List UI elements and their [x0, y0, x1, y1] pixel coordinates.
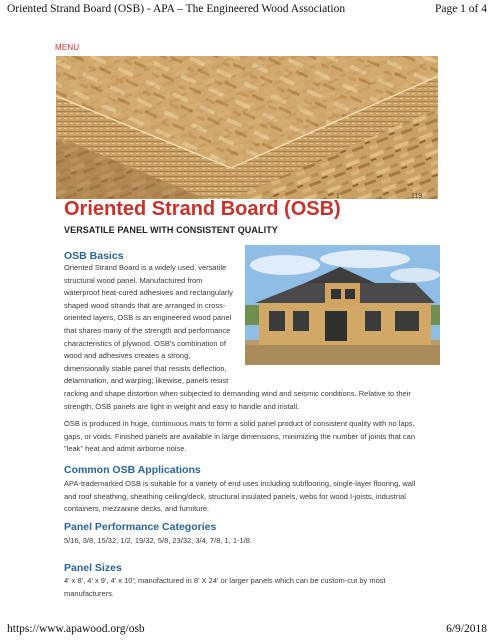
text-line: APA-trademarked OSB is suitable for a variety of end uses including subflooring, single-layer flooring, wall [64, 479, 416, 488]
osb-production-paragraph [64, 418, 439, 456]
text-line: containers, mezzanine decks, and furniture. [64, 504, 210, 514]
house-illustration [245, 245, 440, 365]
slider-current-index: 1 [336, 193, 340, 200]
text-line: 5/16, 3/8, 15/32, 1/2, 19/32, 5/8, 23/32, 3/4, 7/8, 1, 1-1/8. [64, 536, 253, 545]
house-photo [245, 245, 440, 365]
text-line: that shares many of the strength and performance [64, 325, 231, 335]
text-line: oriented layers, OSB is an engineered wood panel [64, 313, 232, 323]
text-line: "leak" heat and admit airborne noise. [64, 444, 187, 454]
applications-paragraph [64, 478, 439, 516]
text-line: shaped wood strands that are arranged in cross- [64, 300, 226, 310]
panel-sizes-paragraph [64, 575, 439, 600]
text-line: strength, OSB panels are light in weight and easy to handle and install. [64, 401, 300, 411]
performance-categories-paragraph [64, 535, 439, 548]
text-line: wood and adhesives creates a strong, [64, 351, 191, 361]
text-line: racking and shape distortion when subjected to demanding wind and seismic conditions. Relative to their [64, 388, 411, 398]
osb-basics-paragraph [64, 262, 411, 413]
text-line: waterproof heat-cured adhesives and rectangularly [64, 288, 233, 298]
page-subtitle: VERSATILE PANEL WITH CONSISTENT QUALITY [64, 225, 278, 235]
menu-link[interactable]: MENU [55, 43, 80, 52]
text-line: delamination, and warping; likewise, panels resist [64, 376, 229, 386]
print-date: 6/9/2018 [446, 623, 487, 635]
print-page-number: Page 1 of 4 [434, 3, 487, 15]
print-url: https://www.apawood.org/osb [7, 623, 145, 635]
text-line: Oriented Strand Board is a widely used, versatile [64, 263, 227, 272]
text-line: dimensionally stable panel that resists deflection, [64, 363, 227, 373]
osb-basics-heading: OSB Basics [64, 250, 124, 262]
print-header [0, 0, 495, 20]
text-line: 4' x 8', 4' x 9', 4' x 10'; manufactured in 8' X 24' or larger panels which can be custom-cut by most [64, 576, 386, 585]
text-line: gaps, or voids. Finished panels are available in large dimensions, minimizing the number of joints that can [64, 431, 416, 441]
text-line: manufacturers. [64, 588, 115, 598]
print-footer [0, 620, 495, 640]
slider-total-count: 119 [411, 193, 423, 200]
text-line: and roof sheathing, sheathing ceiling/deck, structural insulated panels, webs for wood I-joists, industrial [64, 491, 406, 501]
text-line: characteristics of plywood. OSB's combination of [64, 338, 226, 348]
panel-sizes-heading: Panel Sizes [64, 562, 122, 574]
text-line: structural wood panel. Manufactured from [64, 275, 203, 285]
print-page-title: Oriented Strand Board (OSB) - APA – The Engineered Wood Association [7, 3, 346, 15]
applications-heading: Common OSB Applications [64, 464, 201, 476]
osb-panel-illustration [56, 56, 438, 199]
performance-categories-heading: Panel Performance Categories [64, 521, 217, 533]
page-title: Oriented Strand Board (OSB) [64, 198, 341, 220]
text-line: OSB is produced in huge, continuous mats to form a solid panel product of consistent quality with no laps, [64, 419, 415, 428]
hero-osb-image [56, 56, 438, 199]
